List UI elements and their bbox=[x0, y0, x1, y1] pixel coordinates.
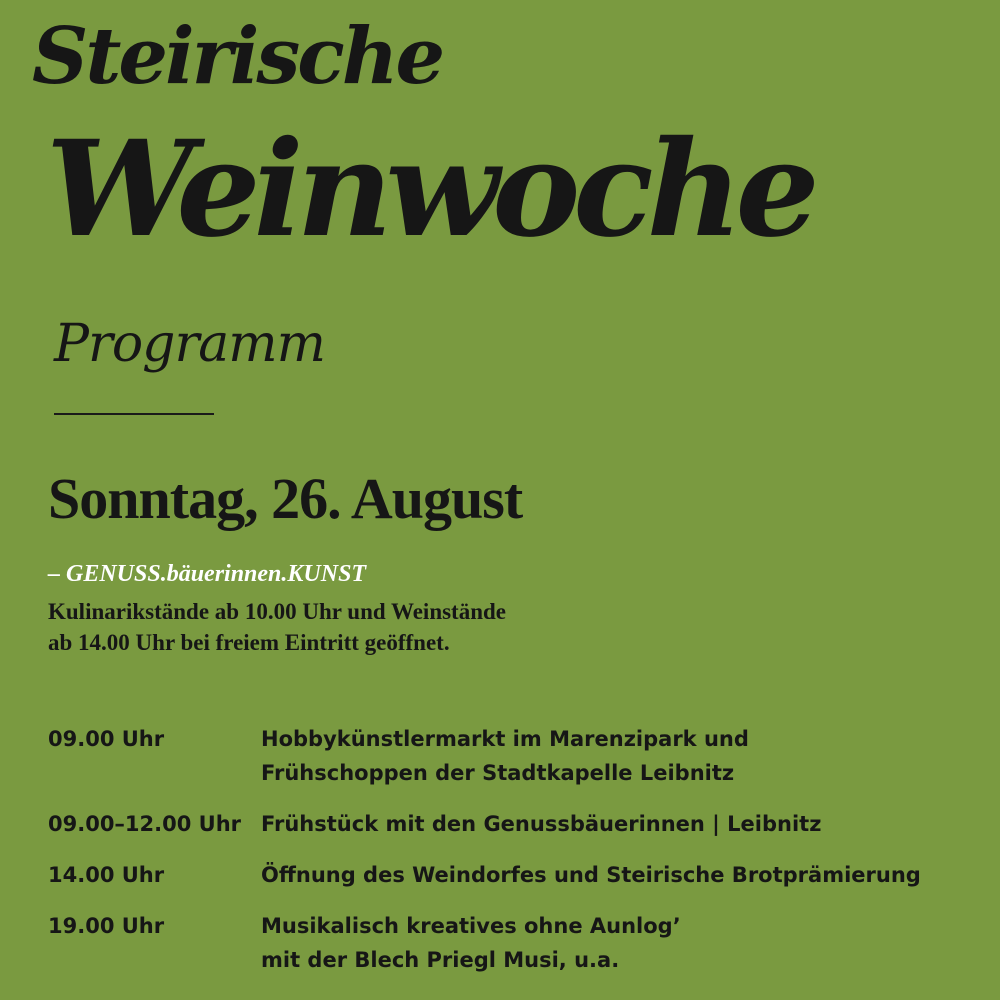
schedule-description bbox=[261, 722, 988, 790]
day-heading: Sonntag, 26. August bbox=[48, 466, 523, 531]
schedule-description bbox=[261, 807, 988, 841]
schedule-time: 19.00 Uhr bbox=[48, 914, 165, 938]
schedule-list bbox=[48, 722, 988, 994]
schedule-time: 09.00 Uhr bbox=[48, 727, 165, 751]
schedule-description-line: Frühstück mit den Genussbäuerinnen | Leibnitz bbox=[261, 812, 822, 836]
schedule-description-line: Musikalisch kreatives ohne Aunlog’ bbox=[261, 914, 681, 938]
schedule-description-line: Öffnung des Weindorfes und Steirische Brotprämierung bbox=[261, 863, 921, 887]
schedule-time: 14.00 Uhr bbox=[48, 863, 165, 887]
schedule-description bbox=[261, 858, 988, 892]
schedule-row bbox=[48, 909, 988, 977]
title-line-2: Weinwoche bbox=[46, 112, 813, 267]
title-line-1: Steirische bbox=[32, 11, 443, 102]
intro-text bbox=[48, 596, 748, 658]
divider-rule bbox=[54, 413, 214, 415]
schedule-description-line: mit der Blech Priegl Musi, u.a. bbox=[261, 948, 620, 972]
schedule-description bbox=[261, 909, 988, 977]
intro-line: Kulinarikstände ab 10.00 Uhr und Weinstände bbox=[48, 599, 507, 624]
tagline: – GENUSS.bäuerinnen.KUNST bbox=[48, 561, 367, 587]
schedule-row bbox=[48, 858, 988, 892]
schedule-description-line: Hobbykünstlermarkt im Marenzipark und bbox=[261, 727, 749, 751]
schedule-row bbox=[48, 807, 988, 841]
intro-line: ab 14.00 Uhr bei freiem Eintritt geöffnet. bbox=[48, 630, 450, 655]
subtitle: Programm bbox=[54, 314, 325, 374]
schedule-row bbox=[48, 722, 988, 790]
schedule-description-line: Frühschoppen der Stadtkapelle Leibnitz bbox=[261, 761, 735, 785]
schedule-time: 09.00–12.00 Uhr bbox=[48, 812, 242, 836]
